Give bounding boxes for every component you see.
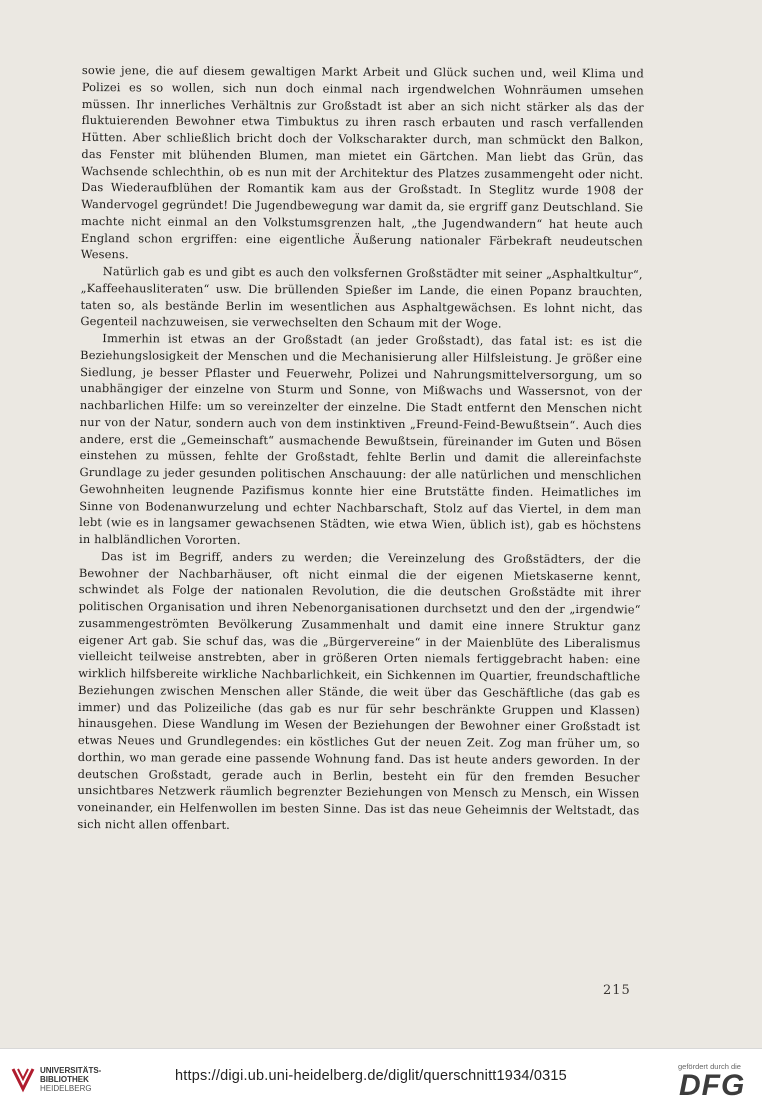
library-name-line1: UNIVERSITÄTS- xyxy=(40,1066,102,1075)
funder-caption: gefördert durch die xyxy=(678,1062,741,1071)
permalink-url[interactable]: https://digi.ub.uni-heidelberg.de/diglit/querschnitt1934/0315 xyxy=(175,1068,567,1084)
library-name-line3: HEIDELBERG xyxy=(40,1084,92,1093)
paragraph-1: sowie jene, die auf diesem gewaltigen Markt Arbeit und Glück suchen und, weil Klima und Polizei es so wollen, sich nun doch einmal nach irgendwelchen Wohnräumen umsehen müssen. Ihr innerliches Verhältnis zur Großstadt ist aber an sich nicht stärker als das der fluktuierenden Bewohner etwa Timbuktus zu ihren rasch erbauten und rasch verfallenden Hütten. Aber schließlich bricht doch der Volkscharakter durch, man schmückt den Balkon, das Fenster mit blühenden Blumen, man mietet ein Gärtchen. Man liebt das Grün, das Wachsende schlechthin, ob es nun mit der Architektur des Platzes zusammengeht oder nicht. Das Wiederaufblühen der Romantik kam aus der Großstadt. In Steglitz wurde 1908 der Wandervogel gegründet! Die Jugendbewegung war damit da, sie ergriff ganz Deutschland. Sie machte nicht einmal an den Volkstumsgrenzen halt, „the Jugendwandern“ hat heute auch England schon ergriffen: eine eigentliche Äußerung nationaler Färbekraft neudeutschen Wesens. xyxy=(80,62,644,262)
viewer-footer xyxy=(0,1048,762,1110)
paragraph-3: Immerhin ist etwas an der Großstadt (an jeder Großstadt), das fatal ist: es ist die Beziehungslosigkeit der Menschen und die Mechanisierung aller Hilfsleistung. Je größer eine Siedlung, je besser Pflaster und Feuerwehr, Polizei und Nahrungsmittelversorgung, um so unabhängiger der einzelne von Sturm und Sonne, von Mißwachs und Wassersnot, von der nachbarlichen Hilfe: um so vereinzelter der einzelne. Die Stadt entfernt den Menschen nicht nur von der Natur, sondern auch von dem instinktiven „Freund-Feind-Bewußtsein“. Auch dies andere, erst die „Gemeinschaft“ ausmachende Bewußtsein, füreinander im Guten und Bösen einstehen zu müssen, fehlte der Großstadt, fehlte Berlin und damit die allereinfachste Grundlage zu jeder gesunden politischen Anschauung: der alle natürlichen und menschlichen Gewohnheiten leugnende Pazifismus konnte hier eine Brutstätte finden. Heimatliches im Sinne von Bodenanwurzelung und echter Nachbarschaft, Stolz auf das Viertel, in dem man lebt (wie es in langsamer gewachsenen Städten, wie etwa Wien, üblich ist), gab es höchstens in halbländlichen Vororten. xyxy=(79,331,643,547)
paragraph-4: Das ist im Begriff, anders zu werden; die Vereinzelung des Großstädters, der die Bewohner der Nachbarhäuser, oft nicht einmal die der eigenen Mietskaserne kennt, schwindet als Folge der nationalen Revolution, die die deutschen Großstädte mit ihrer politischen Organisation und ihren Nebenorganisationen durchsetzt und den der „irgendwie“ zusammengeströmten Bevölkerung Zusammenhalt und damit eine innere Struktur ganz eigener Art gab. Sie schuf das, was die „Bürgervereine“ in der Maienblüte des Liberalismus vielleicht teilweise anstrebten, aber in größeren Orten niemals fertiggebracht haben: eine wirklich hilfsbereite wirkliche Nachbarlichkeit, ein Sichkennen im Quartier, freundschaftliche Beziehungen zwischen Menschen aller Stände, die weit über das Geschäftliche (das gab es immer) und das Polizeiliche (das gab es nur für sehr beschränkte Gruppen und Klassen) hinausgehen. Diese Wandlung im Wesen der Beziehungen der Bewohner einer Großstadt ist etwas Neues und Grundlegendes: ein köstliches Gut der neuen Zeit. Zog man früher um, so dorthin, wo man gerade eine passende Wohnung fand. Das ist heute anders geworden. In der deutschen Großstadt, gerade auch in Berlin, besteht ein für den fremden Besucher unsichtbares Netzwerk räumlich begrenzter Beziehungen von Mensch zu Mensch, ein Wissen voneinander, ein Helfenwollen im besten Sinne. Das ist das neue Geheimnis der Weltstadt, das sich nicht allen offenbart. xyxy=(77,548,642,832)
paragraph-2: Natürlich gab es und gibt es auch den volksfernen Großstädter mit seiner „Asphaltkultur“, „Kaffeehausliteraten“ usw. Die brüllenden Spießer im Lande, die einen Popanz brauchten, taten so, als bestände Berlin im wesentlichen aus Asphaltgewächsen. Es lohnt nicht, das Gegenteil nachzuweisen, sie verwechselten den Schaum mit der Woge. xyxy=(80,264,643,331)
dfg-logo[interactable]: DFG xyxy=(679,1069,746,1102)
body-text xyxy=(77,62,644,836)
library-name-line2: BIBLIOTHEK xyxy=(40,1075,89,1084)
university-library-logo-icon[interactable] xyxy=(10,1065,36,1093)
library-name[interactable] xyxy=(40,1066,101,1093)
page-number: 215 xyxy=(603,983,631,998)
